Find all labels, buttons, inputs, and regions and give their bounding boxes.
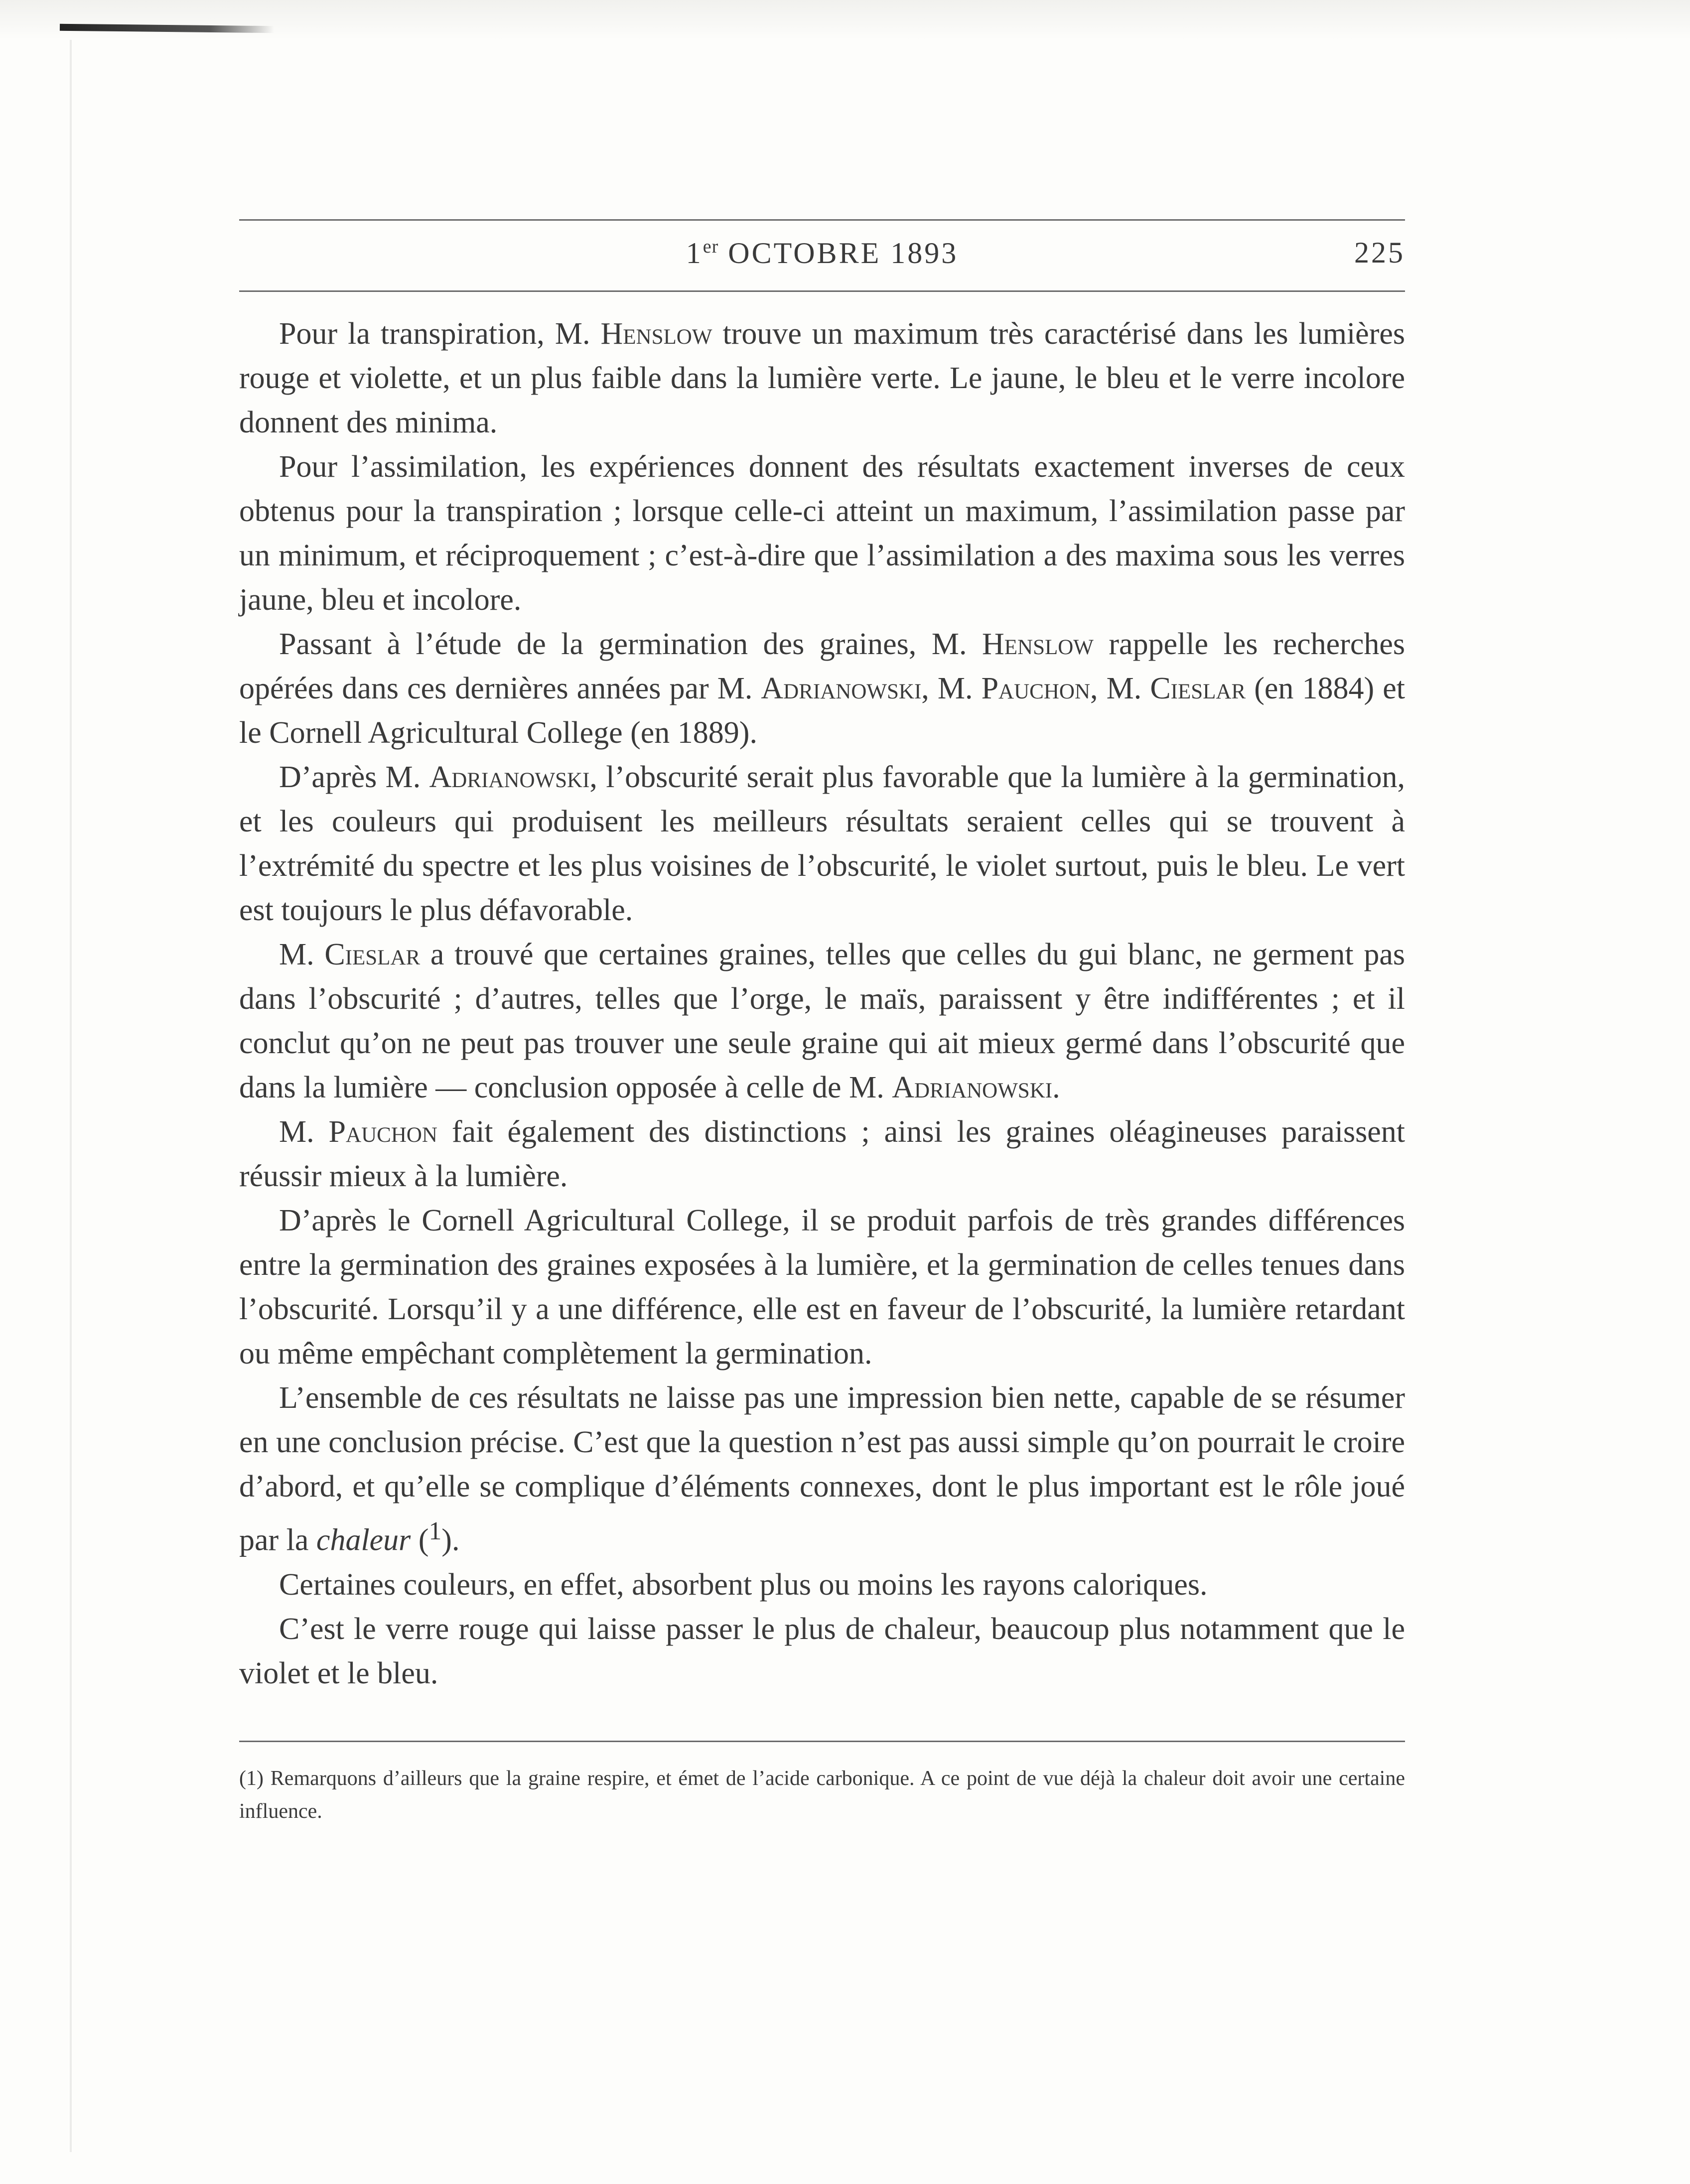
text-run: fait également des distinctions ; ainsi les graines oléagineuses paraissent réussir mieux à la lumière. [239,1115,1405,1193]
running-header [239,221,1405,290]
text-run: a trouvé que certaines graines, telles que celles du gui blanc, ne germent pas dans l’obscurité ; d’autres, telles que l’orge, le maïs, paraissent y être indifférentes ; et il conclut qu’on ne peut pas trouver une seule graine qui ait mieux germé dans l’obscurité que dans la lumière — conclusion opposée à celle de M. [239,938,1405,1104]
text-run: Pour l’assimilation, les expériences donnent des résultats exactement inverses de ceux obtenus pour la transpiration ; lorsque celle-ci atteint un maximum, l’assimilation passe par un minimum, et réciproquement ; c’est-à-dire que l’assimilation a des maxima sous les verres jaune, bleu et incolore. [239,450,1405,617]
author-name: Pauchon [328,1115,437,1149]
footnote [239,1762,1405,1828]
footnote-ref: 1 [428,1517,442,1545]
scan-edge-top [0,0,1690,40]
author-name: Cieslar [1150,672,1246,705]
paragraph [239,755,1405,933]
text-run: M. [279,938,325,971]
header-date-text: OCTOBRE 1893 [728,237,959,270]
text-run: (en 1884) et le Cornell Agricultural College (en 1889). [239,672,1405,750]
text-run: ). [441,1523,460,1557]
emphasis-text: chaleur [316,1523,411,1557]
author-name: Henslow [982,627,1094,661]
text-run: rappelle les recherches opérées dans ces dernières années par M. [239,627,1405,705]
text-run: , M. [1090,672,1150,705]
author-name: Adrianowski [761,672,922,705]
paragraph [239,1607,1405,1696]
paragraph [239,445,1405,622]
scan-edge-left [70,40,72,2152]
text-run: , M. [921,672,982,705]
page-number: 225 [1354,236,1405,269]
author-name: Adrianowski [892,1071,1053,1104]
text-run: ( [411,1523,429,1557]
paragraph [239,1376,1405,1563]
header-date [239,236,1405,271]
paragraph [239,1563,1405,1607]
text-run: D’après M. [279,760,429,794]
body-text [239,312,1405,1696]
paragraph [239,1199,1405,1376]
text-run: D’après le Cornell Agricultural College, il se produit parfois de très grandes différences entre la germination des graines exposées à la lumière, et la germination de celles tenues dans l’obscurité. Lorsqu’il y a une différence, elle est en faveur de l’obscurité, la lumière retardant ou même empêchant complètement la germination. [239,1204,1405,1370]
paragraph [239,933,1405,1110]
paragraph [239,622,1405,755]
text-run: Passant à l’étude de la germination des graines, M. [279,627,982,661]
text-run: C’est le verre rouge qui laisse passer le plus de chaleur, beaucoup plus notamment que le violet et le bleu. [239,1612,1405,1690]
footnote-text: (1) Remarquons d’ailleurs que la graine respire, et émet de l’acide carbonique. A ce point de vue déjà la chaleur doit avoir une certaine influence. [239,1767,1405,1823]
text-run: M. [279,1115,329,1149]
footnote-rule [239,1741,1405,1742]
author-name: Cieslar [324,938,421,971]
paragraph [239,312,1405,445]
text-run: Pour la transpiration, M. [279,317,601,351]
text-run: L’ensemble de ces résultats ne laisse pas une impression bien nette, capable de se résumer en une conclusion précise. C’est que la question n’est pas aussi simple qu’on pourrait le croire d’abord, et qu’elle se complique d’éléments connexes, dont le plus important est le rôle joué par la [239,1381,1405,1557]
author-name: Henslow [600,317,712,351]
text-run: , l’obscurité serait plus favorable que la lumière à la germination, et les couleurs qui produisent les meilleurs résultats seraient celles qui se trouvent à l’extrémité du spectre et les plus voisines de l’obscurité, le violet surtout, puis le bleu. Le vert est toujours le plus défavorable. [239,760,1405,927]
header-ordinal-suffix: er [703,236,719,257]
paragraph [239,1110,1405,1199]
text-run: . [1052,1071,1060,1104]
text-run: trouve un maximum très caractérisé dans les lumières rouge et violette, et un plus faible dans la lumière verte. Le jaune, le bleu et le verre incolore donnent des minima. [239,317,1405,439]
text-run: Certaines couleurs, en effet, absorbent plus ou moins les rayons caloriques. [279,1567,1208,1602]
page-content [239,219,1405,1828]
header-ordinal: 1 [686,237,703,270]
header-rule-bottom [239,290,1405,292]
author-name: Pauchon [981,672,1091,705]
author-name: Adrianowski [429,760,590,794]
